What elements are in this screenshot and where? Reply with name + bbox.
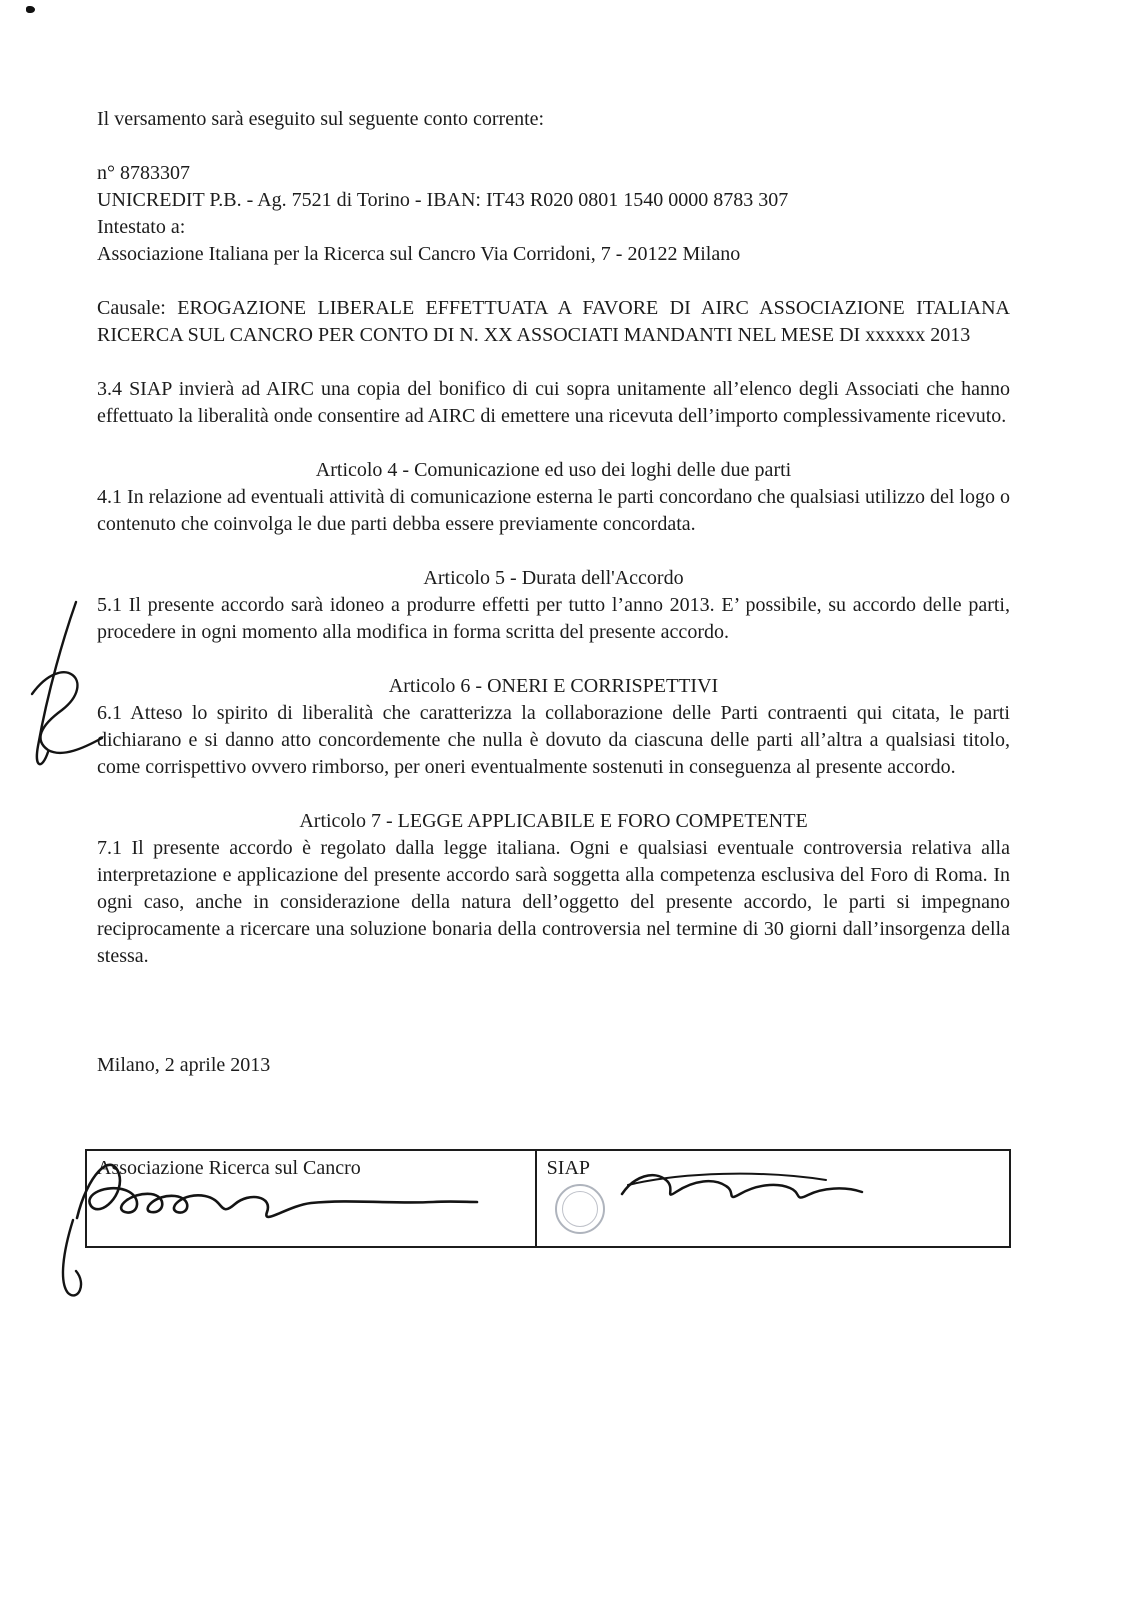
article-7 — [97, 808, 1010, 970]
causale-paragraph: Causale: EROGAZIONE LIBERALE EFFETTUATA A FAVORE DI AIRC ASSOCIAZIONE ITALIANA RICERCA SUL CANCRO PER CONTO DI N. XX ASSOCIATI MANDANTI NEL MESE DI xxxxxx 2013 — [97, 297, 1010, 346]
signature-table — [85, 1149, 1011, 1248]
signature-label-siap: SIAP — [546, 1157, 591, 1179]
signature-cell-siap — [536, 1150, 1010, 1247]
signature-label-airc: Associazione Ricerca sul Cancro — [97, 1157, 361, 1179]
article-6-body: 6.1 Atteso lo spirito di liberalità che caratterizza la collaborazione delle Parti contraenti qui citata, le parti dichiarano e si danno atto concordemente che nulla è dovuto da ciascuna delle parti all’altra a qualsiasi titolo, come corrispettivo ovvero rimborso, per oneri eventualmente sostenuti in conseguenza al presente accordo. — [97, 702, 1010, 778]
margin-scribble-icon — [14, 598, 110, 778]
account-block — [97, 160, 1010, 268]
account-bank-iban: UNICREDIT P.B. - Ag. 7521 di Torino - IBAN: IT43 R020 0801 1540 0000 8783 307 — [97, 189, 789, 211]
account-number: n° 8783307 — [97, 162, 190, 184]
article-5-title: Articolo 5 - Durata dell'Accordo — [423, 567, 684, 589]
account-intestato: Associazione Italiana per la Ricerca sul Cancro Via Corridoni, 7 - 20122 Milano — [97, 243, 741, 265]
document-content — [97, 106, 1010, 1248]
article-7-body: 7.1 Il presente accordo è regolato dalla legge italiana. Ogni e qualsiasi eventuale controversia relativa alla interpretazione e applicazione del presente accordo sarà soggetta alla competenza esclusiva del Foro di Roma. In ogni caso, anche in considerazione della natura dell’oggetto del presente accordo, le parti si impegnano reciprocamente a ricercare una soluzione bonaria della controversia nel termine di 30 giorni dall’insorgenza della stessa. — [97, 837, 1010, 967]
article-4-body: 4.1 In relazione ad eventuali attività di comunicazione esterna le parti concordano che qualsiasi utilizzo del logo o contenuto che coinvolga le due parti debba essere previamente concordata. — [97, 486, 1010, 535]
article-4 — [97, 457, 1010, 538]
intro-line: Il versamento sarà eseguito sul seguente conto corrente: — [97, 108, 545, 130]
article-6 — [97, 673, 1010, 781]
signature-cell-airc — [86, 1150, 536, 1247]
article-5 — [97, 565, 1010, 646]
article-5-body: 5.1 Il presente accordo sarà idoneo a produrre effetti per tutto l’anno 2013. E’ possibile, su accordo delle parti, procedere in ogni momento alla modifica in forma scritta del presente accordo. — [97, 594, 1010, 643]
account-intestato-label: Intestato a: — [97, 216, 186, 238]
article-6-title: Articolo 6 - ONERI E CORRISPETTIVI — [388, 675, 719, 697]
stamp-icon — [555, 1184, 605, 1234]
signature-row — [86, 1150, 1010, 1247]
dateline: Milano, 2 aprile 2013 — [97, 1054, 271, 1076]
article-4-title: Articolo 4 - Comunicazione ed uso dei loghi delle due parti — [315, 459, 792, 481]
article-7-title: Articolo 7 - LEGGE APPLICABILE E FORO COMPETENTE — [299, 810, 808, 832]
clause-3-4: 3.4 SIAP invierà ad AIRC una copia del bonifico di cui sopra unitamente all’elenco degli Associati che hanno effettuato la liberalità onde consentire ad AIRC di emettere una ricevuta dell’importo complessivamente ricevuto. — [97, 378, 1010, 427]
scan-artifact — [26, 6, 35, 13]
